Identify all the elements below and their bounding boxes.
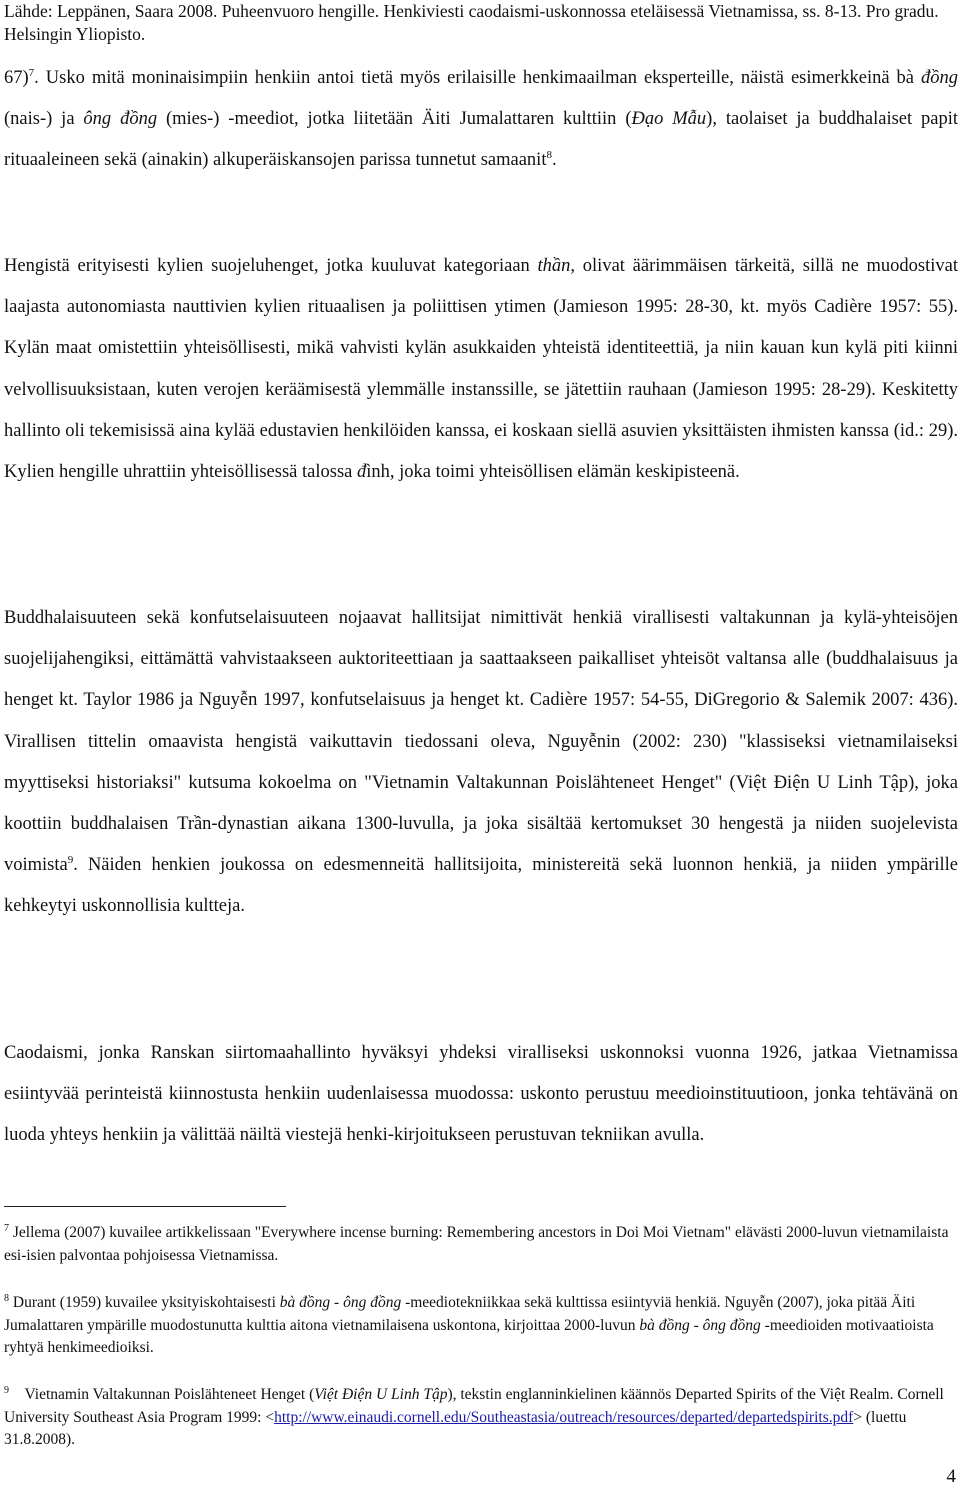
paragraph-3: Buddhalaisuuteen sekä konfutselaisuuteen nojaavat hallitsijat nimittivät henkiä virallisesti valtakunnan ja kylä-yhteisöjen suojelijahengiksi, eittämättä vahvistaakseen auktoriteettiaan ja saattaakseen paikalliset yhteisöt valtansa alle (buddhalaisuus ja henget kt. Taylor 1986 ja Nguyễn 1997, konfutselaisuus ja henget kt. Cadière 1957: 54-55, DiGregorio & Salemik 2007: 436). Virallisen tittelin omaavista hengistä vaikuttavin tiedossani oleva, Nguyễnin (2002: 230) "klassiseksi vietnamilaiseksi myyttiseksi historiaksi" kutsuma kokoelma on "Vietnamin Valtakunnan Poislähteneet Henget" (Việt Điện U Linh Tập), joka koottiin buddhalaisen Trần-dynastian aikana 1300-luvulla, ja joka sisältää kertomukset 30 hengestä ja niiden suojelevista voimista$^9$. Näiden henkien joukossa on edesmenneitä hallitsijoita, ministereitä sekä luonnon henkiä, ja niiden ympärille kehkeytyi uskonnollisia kultteja. — [4, 608, 958, 917]
source-link[interactable]: http://www.einaudi.cornell.edu/Southeastasia/outreach/resources/departed/departedspirits.pdf — [274, 1408, 854, 1426]
footnote-ref-9[interactable]: 9 — [67, 854, 74, 867]
source-citation: Lähde: Leppänen, Saara 2008. Puheenvuoro hengille. Henkiviesti caodaismi-uskonnossa eteläisessä Vietnamissa, ss. 8-13. Pro gradu. Helsingin Yliopisto. — [4, 1, 939, 44]
footnote-9: $^9$ Vietnamin Valtakunnan Poislähteneet Henget (Việt Điện U Linh Tập), tekstin englanninkielinen käännös Departed Spirits of the Việt Realm. Cornell University Southeast Asia Program 1999: <http://www.einaudi.cornell.edu/Southeastasia/outreach/resources/departed/departedspirits.pdf> (luettu 31.8.2008). — [4, 1384, 944, 1448]
footnote-separator — [4, 1206, 286, 1207]
footnote-ref-7[interactable]: 7 — [28, 66, 35, 79]
paragraph-1: 67)$^7$. Usko mitä moninaisimpiin henkiin antoi tietä myös erilaisille henkimaailman eksperteille, näistä esimerkkeinä bà đồng (nais-) ja ông đồng (mies-) -meediot, jotka liitetään Äiti Jumalattaren kulttiin (Đạo Mẫu), taolaiset ja buddhalaiset papit rituaaleineen sekä (ainakin) alkuperäiskansojen parissa tunnetut samaanit$^8$. — [4, 66, 959, 171]
page-number: 4 — [946, 1466, 956, 1487]
footnote-ref-8[interactable]: 8 — [546, 149, 552, 162]
footnote-7: $^7$ Jellema (2007) kuvailee artikkelissaan "Everywhere incense burning: Remembering ancestors in Doi Moi Vietnam" elävästi 2000-luvun vietnamilaista esi-isien palvontaa pohjoisessa Vietnamissa. — [4, 1222, 949, 1264]
footnote-8: $^8$ Durant (1959) kuvailee yksityiskohtaisesti bà đồng - ông đồng -meediotekniikkaa sekä kulttissa esiintyviä henkiä. Nguyễn (2007), joka pitää Äiti Jumalattaren ympärille muodostunutta kulttia aitona vietnamilaisena uskontona, kirjoittaa 2000-luvun bà đồng - ông đồng -meedioiden motivaatioista ryhtyä henkimeedioiksi. — [4, 1292, 934, 1356]
paragraph-2: Hengistä erityisesti kylien suojeluhenget, jotka kuuluvat kategoriaan thần, olivat äärimmäisen tärkeitä, sillä ne muodostivat laajasta autonomiasta nauttivien kylien rituaalisen ja poliittisen ytimen (Jamieson 1995: 28-30, kt. myös Cadière 1957: 55). Kylän maat omistettiin yhteisöllisesti, mikä vahvisti kylän asukkaiden yhteistä identiteettiä, ja niin kauan kun kylä piti kiinni velvollisuuksistaan, kuten verojen keräämisestä ylemmälle instanssille, se jätettiin rauhaan (Jamieson 1995: 28-29). Keskitetty hallinto oli tekemisissä aina kylää edustavien henkilöiden kanssa, ei koskaan siellä asuvien yksittäisten ihmisten kanssa (id.: 29). Kylien hengille uhrattiin yhteisöllisessä talossa đình, joka toimi yhteisöllisen elämän keskipisteenä. — [4, 256, 958, 483]
paragraph-4: Caodaismi, jonka Ranskan siirtomaahallinto hyväksyi yhdeksi viralliseksi uskonnoksi vuonna 1926, jatkaa Vietnamissa esiintyvää perinteistä kiinnostusta henkiin uudenlaisessa muodossa: uskonto perustuu meedioinstituutioon, jonka tehtävänä on luoda yhteys henkiin ja välittää näiltä viestejä henki-kirjoitukseen perustuvan tekniikan avulla. — [4, 1043, 958, 1146]
